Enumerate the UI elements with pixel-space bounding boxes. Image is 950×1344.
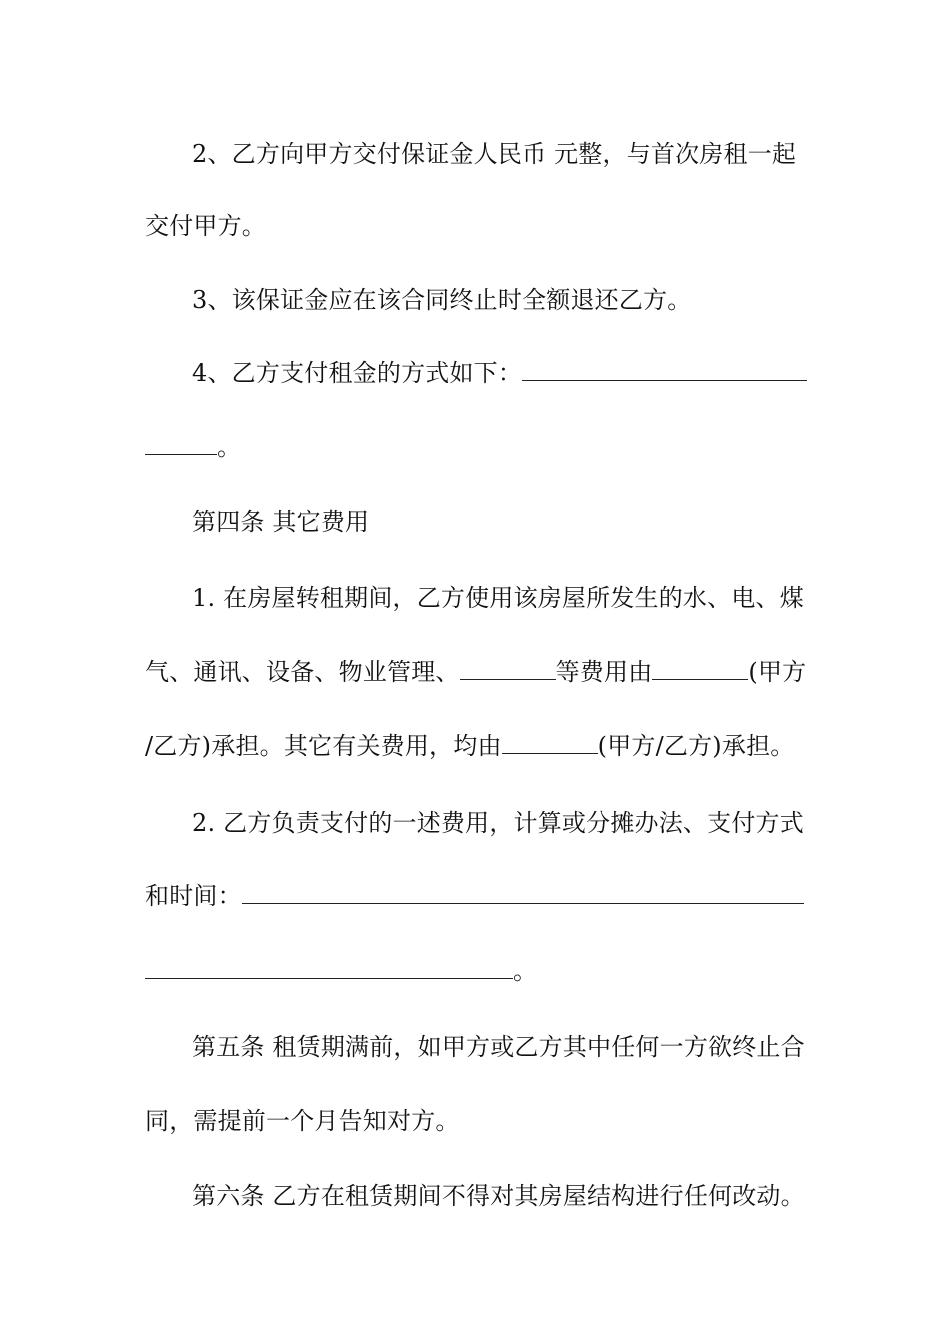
paragraph-calc-line1 [192,806,807,840]
text: 。 [513,957,538,985]
article-5-line2 [145,1104,807,1138]
fill-in-blank[interactable] [242,881,804,904]
text: 第六条 乙方在租赁期间不得对其房屋结构进行任何改动。 [192,1182,805,1210]
article-6 [192,1179,807,1213]
text: 等费用由 [555,658,653,686]
text: 4、乙方支付租金的方式如下： [192,359,523,387]
paragraph-refund [192,283,807,317]
paragraph-payment-method-cont [145,430,807,464]
fill-in-blank[interactable] [460,657,556,680]
text: /乙方)承担。其它有关费用，均由 [145,732,502,760]
text: 第四条 其它费用 [192,508,370,536]
paragraph-fees-line3 [145,729,807,763]
text: 交付甲方。 [145,212,266,240]
text: 同，需提前一个月告知对方。 [145,1107,460,1135]
fill-in-blank[interactable] [145,956,513,979]
text: 1. 在房屋转租期间，乙方使用该房屋所发生的水、电、煤 [192,584,804,612]
text: (甲方 [748,658,807,686]
article-4-heading [192,505,807,539]
paragraph-fees-line1 [192,581,807,615]
paragraph-deposit-line2 [145,209,807,243]
fill-in-blank[interactable] [522,358,807,381]
fill-in-blank[interactable] [652,657,748,680]
text: (甲方/乙方)承担。 [597,732,795,760]
text: 2、乙方向甲方交付保证金人民币 元整，与首次房租一起 [192,140,797,168]
paragraph-payment-method [192,356,807,390]
text: 气、通讯、设备、物业管理、 [145,658,460,686]
text: 第五条 租赁期满前，如甲方或乙方其中任何一方欲终止合 [192,1033,805,1061]
text: 2. 乙方负责支付的一述费用，计算或分摊办法、支付方式 [192,809,804,837]
text: 和时间： [145,882,242,910]
article-5-line1 [192,1030,807,1064]
text: 。 [217,433,242,461]
paragraph-calc-line2 [145,879,807,913]
text: 3、该保证金应在该合同终止时全额退还乙方。 [192,286,692,314]
paragraph-deposit-line1 [192,137,807,171]
paragraph-fees-line2 [145,655,807,689]
fill-in-blank[interactable] [502,731,598,754]
paragraph-calc-line3 [145,954,807,988]
fill-in-blank[interactable] [145,432,217,455]
